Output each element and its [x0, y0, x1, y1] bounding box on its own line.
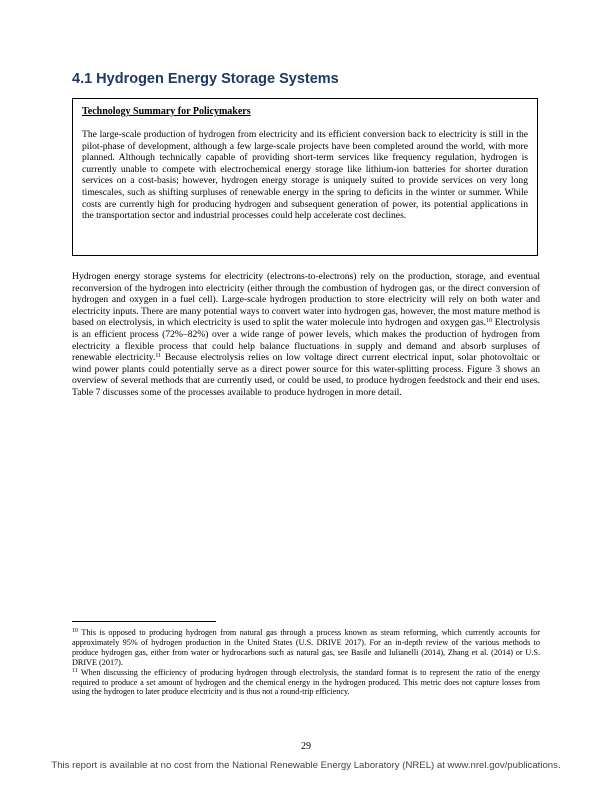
- technology-summary-box: [72, 98, 538, 256]
- footnote-text: When discussing the efficiency of producing hydrogen through electrolysis, the standard format is to represent the ratio of the energy required to produce a set amount of hydrogen and the chemical energy in the hydrogen produced. This metric does not capture losses from using the hydrogen to later produce electricity and is thus not a round-trip efficiency.: [72, 667, 540, 697]
- footnotes: [72, 628, 540, 697]
- footnote-10: [72, 628, 540, 668]
- footnote-divider: [72, 621, 216, 622]
- footnote-text: This is opposed to producing hydrogen from natural gas through a process known as steam reforming, which currently accounts for approximately 95% of hydrogen production in the United States (U.S. DRIVE 2017). For an in-depth review of the various methods to produce hydrogen gas, either from water or hydrocarbons such as natural gas, see Basile and Iulianelli (2014), Zhang et al. (2014) or U.S. DRIVE (2017).: [72, 628, 540, 667]
- body-paragraph: [72, 271, 540, 399]
- page-number: 29: [301, 741, 311, 752]
- footnote-number: 10: [72, 628, 78, 634]
- footnote-number: 11: [72, 667, 78, 674]
- body-text-part-3: Because electrolysis relies on low voltage direct current electrical input, solar photovoltaic or wind power plants could potentially serve as a direct power source for this water-splitting process. Figure 3 shows an overview of several methods that are currently used, or could be used, to produce hydrogen feedstock and their end uses. Table 7 discusses some of the processes available to produce hydrogen in more detail.: [72, 352, 540, 398]
- body-text-part-2: Electrolysis is an efficient process (72%–82%) over a wide range of power levels, which makes the production of hydrogen from electricity a flexible process that could help balance fluctuations in supply and demand and absorb surpluses of renewable electricity.: [72, 317, 540, 364]
- footnote-ref-11[interactable]: 11: [155, 353, 162, 360]
- section-heading: 4.1 Hydrogen Energy Storage Systems: [72, 71, 339, 87]
- availability-notice: This report is available at no cost from the National Renewable Energy Laboratory (NREL) at www.nrel.gov/publications.: [51, 760, 561, 771]
- footnote-11: [72, 668, 540, 698]
- summary-text: The large-scale production of hydrogen from electricity and its efficient conversion back to electricity is still in the pilot-phase of development, although a few large-scale projects have been completed around the world, with more planned. Although technically capable of providing short-term services like frequency regulation, hydrogen is currently unable to compete with electrochemical energy storage like lithium-ion batteries for shorter duration services on a cost-basis; however, hydrogen energy storage is uniquely suited to provide services on very long timescales, such as shifting surpluses of renewable energy in the spring to deficits in the winter or summer. While costs are currently high for producing hydrogen and subsequent generation of power, its potential applications in the transportation sector and industrial processes could help accelerate cost declines.: [82, 129, 528, 222]
- footnote-ref-10[interactable]: 10: [486, 318, 493, 325]
- body-text-part-1: Hydrogen energy storage systems for electricity (electrons-to-electrons) rely on the production, storage, and eventual reconversion of the hydrogen into electricity (either through the combustion of hydrogen gas, or the direct conversion of hydrogen and oxygen in a fuel cell). Large-scale hydrogen production to store electricity will rely on both water and electricity inputs. There are many potential ways to convert water into hydrogen gas, however, the most mature method is based on electrolysis, in which electricity is used to split the water molecule into hydrogen and oxygen gas.: [72, 271, 540, 329]
- summary-title: Technology Summary for Policymakers: [82, 106, 251, 117]
